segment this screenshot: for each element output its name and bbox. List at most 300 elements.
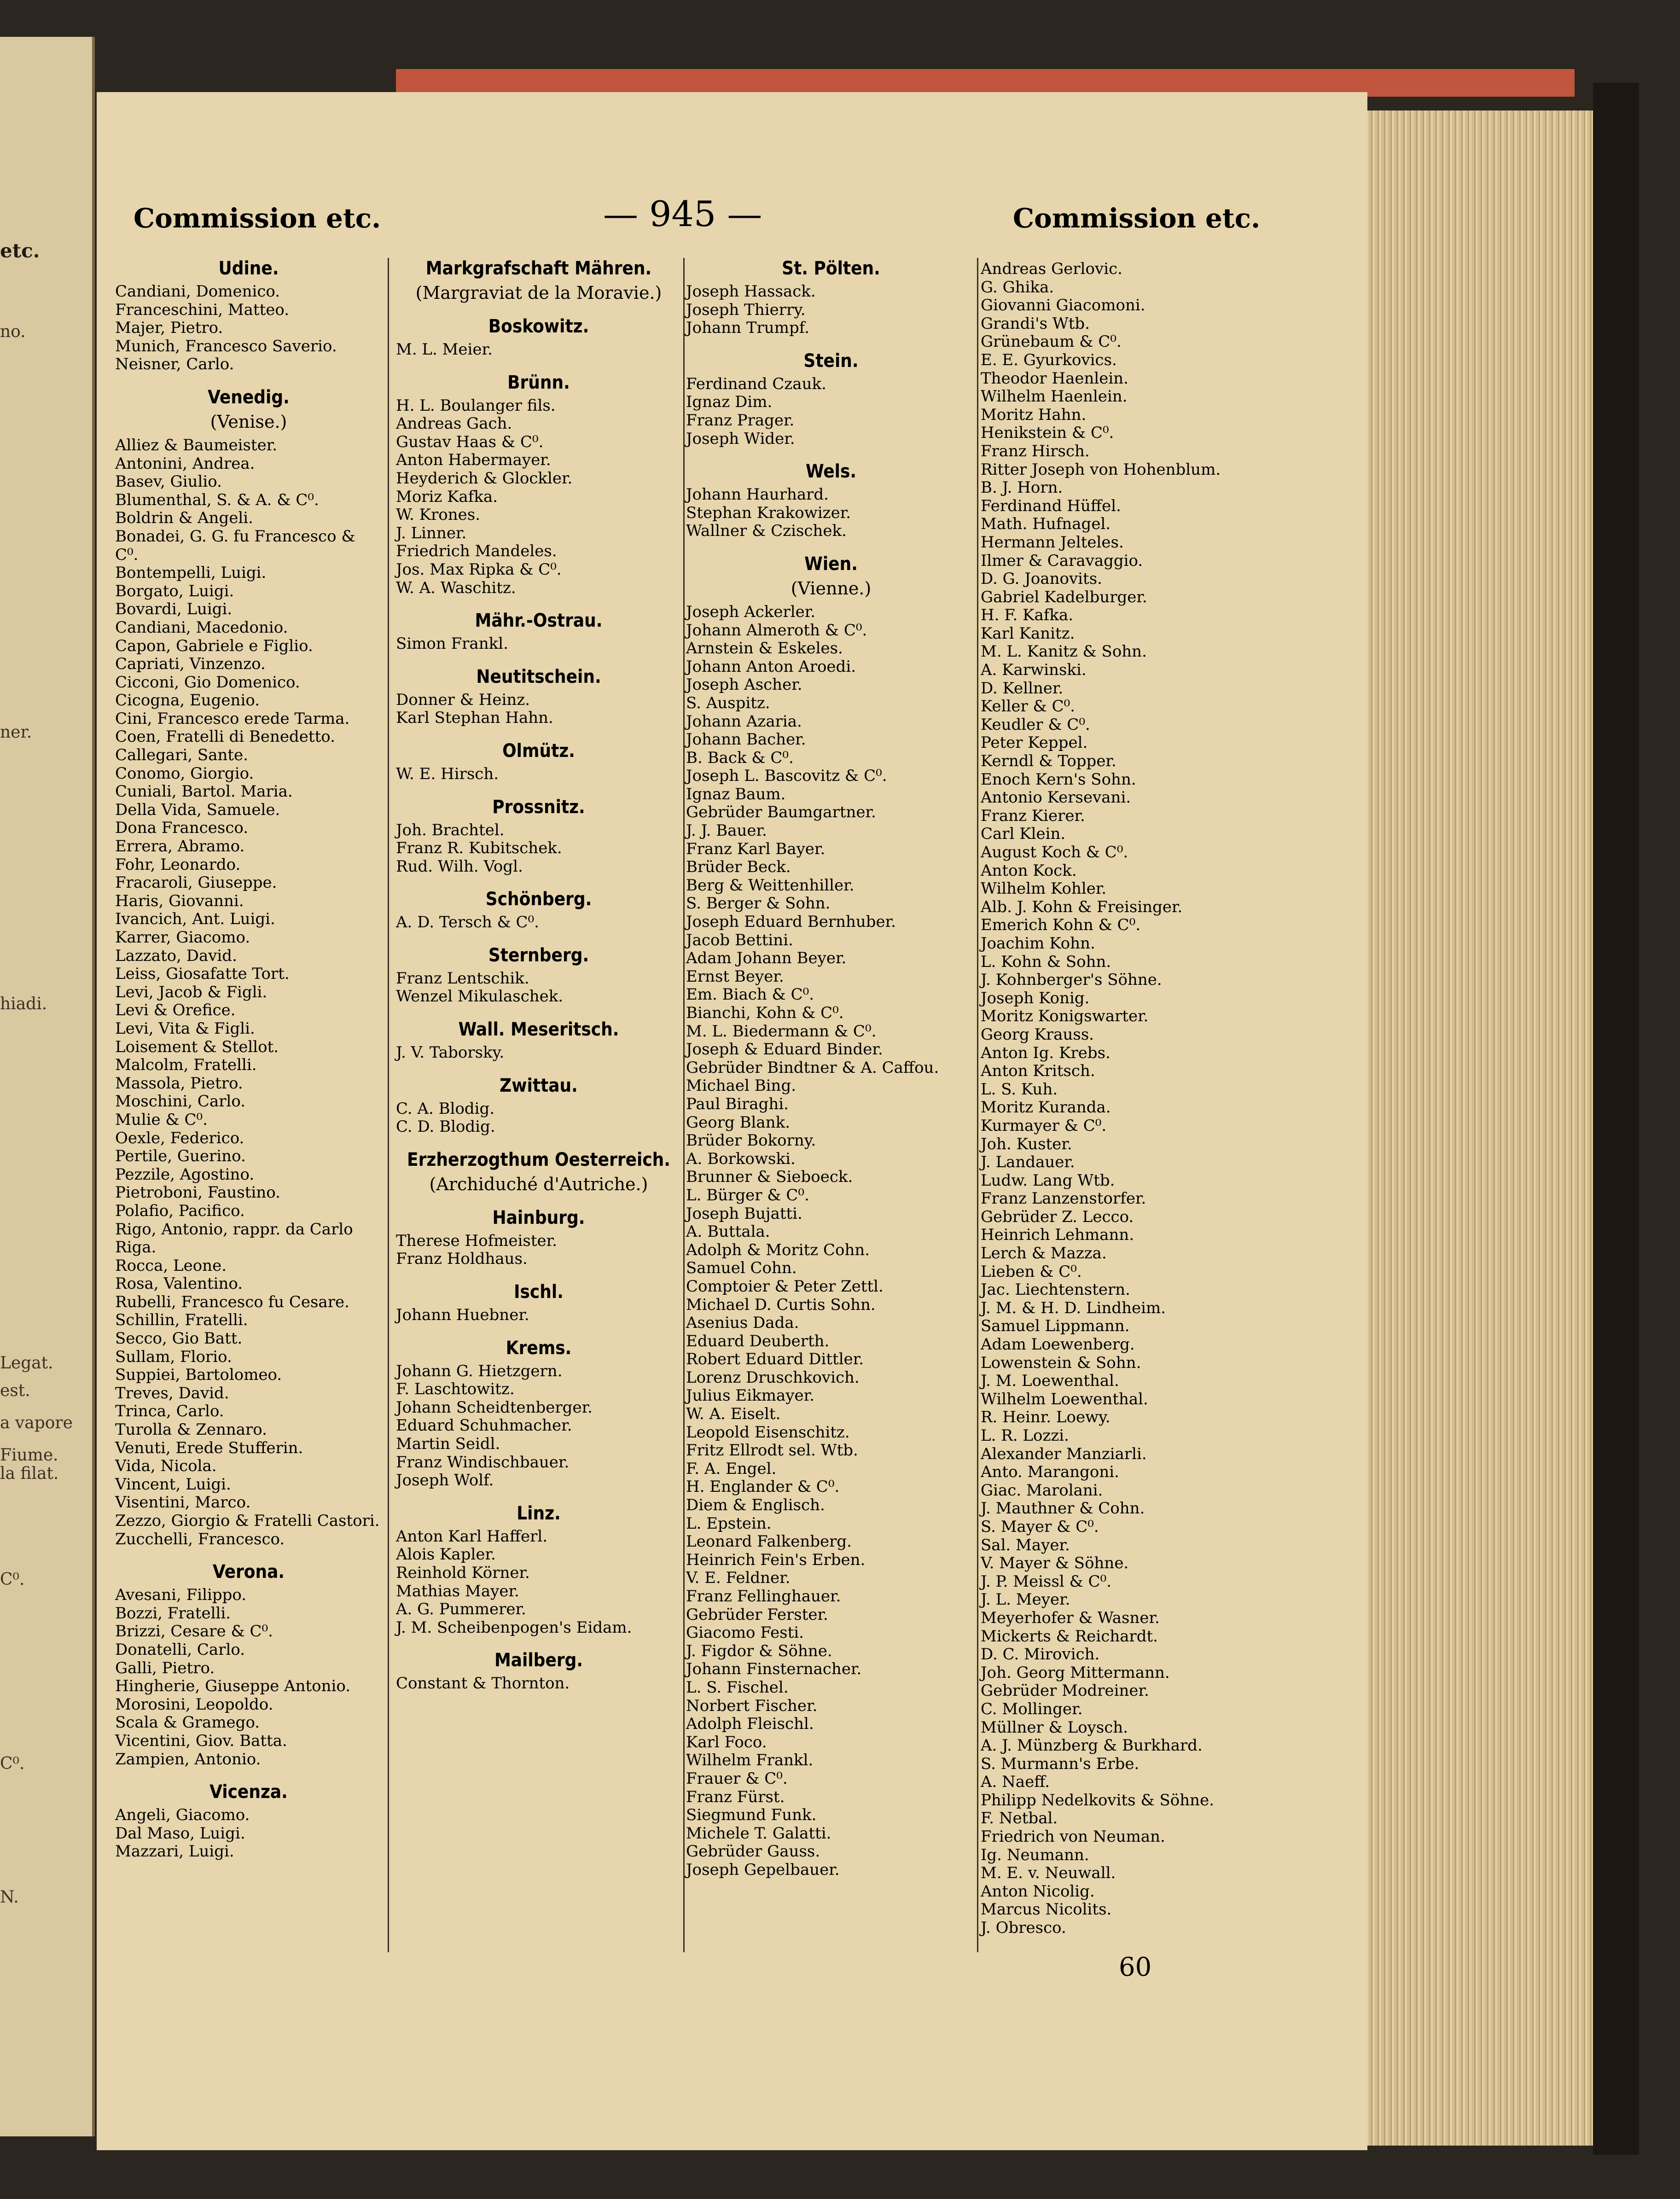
directory-entry: Majer, Pietro. (115, 319, 223, 337)
section-heading: Krems. (506, 1337, 572, 1359)
directory-entry: Fracaroli, Giuseppe. (115, 873, 277, 892)
directory-entry: L. S. Fischel. (686, 1678, 789, 1697)
directory-entry: Bozzi, Fratelli. (115, 1604, 231, 1623)
directory-entry: Andreas Gerlovic. (981, 260, 1122, 278)
directory-entry: Bontempelli, Luigi. (115, 564, 267, 582)
column-rule (683, 258, 685, 1952)
directory-entry: Rocca, Leone. (115, 1256, 227, 1275)
directory-entry: Müllner & Loysch. (981, 1718, 1128, 1737)
directory-entry: Mathias Mayer. (396, 1582, 519, 1600)
directory-entry: Adam Johann Beyer. (686, 949, 847, 968)
directory-entry: Johann Bacher. (686, 730, 806, 749)
directory-entry: Johann Azaria. (686, 712, 802, 731)
directory-entry: Giovanni Giacomoni. (981, 296, 1145, 315)
directory-entry: Giac. Marolani. (981, 1481, 1103, 1500)
section-heading: Hainburg. (492, 1207, 585, 1228)
directory-entry: Joh. Brachtel. (396, 820, 505, 839)
directory-entry: Scala & Gramego. (115, 1713, 260, 1732)
directory-entry: Michele T. Galatti. (686, 1824, 831, 1843)
directory-entry: Franz Lanzenstorfer. (981, 1189, 1146, 1208)
directory-entry: G. Ghika. (981, 278, 1054, 297)
directory-entry: J. Obresco. (981, 1919, 1066, 1937)
section-heading: Venedig. (208, 386, 290, 408)
directory-entry: L. R. Lozzi. (981, 1426, 1069, 1445)
directory-entry: Ig. Neumann. (981, 1845, 1089, 1864)
directory-entry: Boldrin & Angeli. (115, 509, 253, 528)
directory-entry: Franz Fellinghauer. (686, 1587, 841, 1606)
directory-entry: Keudler & C⁰. (981, 715, 1090, 734)
directory-entry: V. Mayer & Söhne. (981, 1554, 1129, 1573)
directory-entry: Lerch & Mazza. (981, 1244, 1107, 1263)
directory-entry: Kerndl & Topper. (981, 752, 1116, 771)
directory-entry: Julius Eikmayer. (686, 1386, 814, 1405)
directory-entry: Conomo, Giorgio. (115, 764, 254, 783)
directory-entry: J. V. Taborsky. (396, 1043, 505, 1062)
section-heading: St. Pölten. (782, 258, 880, 279)
directory-entry: Anton Karl Hafferl. (396, 1527, 548, 1546)
directory-entry: Theodor Haenlein. (981, 369, 1128, 388)
directory-entry: L. S. Kuh. (981, 1080, 1058, 1099)
directory-entry: A. Buttala. (686, 1222, 770, 1241)
directory-entry: Anton Kock. (981, 861, 1077, 880)
directory-entry: Cini, Francesco erede Tarma. (115, 709, 350, 728)
directory-entry: F. Laschtowitz. (396, 1380, 515, 1399)
directory-entry: Joh. Kuster. (981, 1134, 1072, 1153)
directory-entry: Diem & Englisch. (686, 1496, 825, 1515)
directory-entry: Wenzel Mikulaschek. (396, 987, 564, 1006)
directory-entry: Robert Eduard Dittler. (686, 1350, 864, 1369)
column-2 (396, 258, 681, 1693)
directory-entry: Ignaz Baum. (686, 785, 786, 803)
directory-entry: Joseph Hassack. (686, 282, 816, 301)
left-page-text-fragment: hiadi. (0, 995, 47, 1013)
directory-entry: Jac. Liechtenstern. (981, 1280, 1130, 1299)
directory-entry: D. Kellner. (981, 679, 1064, 698)
directory-entry: M. L. Meier. (396, 340, 493, 359)
directory-entry: Peter Keppel. (981, 733, 1088, 752)
directory-entry: Enoch Kern's Sohn. (981, 770, 1136, 789)
directory-entry: Moschini, Carlo. (115, 1092, 246, 1111)
directory-entry: W. A. Eiselt. (686, 1405, 781, 1424)
directory-entry: Martin Seidl. (396, 1435, 500, 1453)
directory-entry: Joseph Wider. (686, 429, 795, 448)
directory-entry: F. Netbal. (981, 1809, 1058, 1828)
directory-entry: Georg Blank. (686, 1113, 791, 1132)
directory-entry: Moritz Hahn. (981, 405, 1087, 424)
directory-entry: Bonadei, G. G. fu Francesco & C⁰. (115, 527, 355, 564)
directory-entry: Franz Kierer. (981, 806, 1085, 825)
section-heading: Mähr.-Ostrau. (475, 610, 603, 632)
directory-entry: Della Vida, Samuele. (115, 800, 280, 819)
directory-entry: Franz Holdhaus. (396, 1250, 528, 1268)
directory-entry: Lazzato, David. (115, 946, 237, 965)
running-header-right: Commission etc. (1013, 203, 1261, 234)
directory-entry: Adam Loewenberg. (981, 1335, 1135, 1354)
directory-entry: Mazzari, Luigi. (115, 1842, 234, 1861)
directory-entry: Rud. Wilh. Vogl. (396, 857, 523, 876)
book-spine (1593, 83, 1639, 2155)
directory-entry: Suppiei, Bartolomeo. (115, 1366, 282, 1385)
directory-entry: Alois Kapler. (396, 1545, 496, 1564)
left-page-text-fragment: a vapore (0, 1414, 73, 1432)
left-page-text-fragment: C⁰. (0, 1754, 25, 1773)
column-4 (981, 260, 1257, 1937)
left-page-text-fragment: est. (0, 1381, 30, 1400)
directory-entry: S. Murmann's Erbe. (981, 1754, 1139, 1773)
directory-entry: Meyerhofer & Wasner. (981, 1608, 1160, 1627)
directory-entry: Johann Finsternacher. (686, 1660, 862, 1679)
directory-entry: Dal Maso, Luigi. (115, 1824, 245, 1843)
directory-entry: Leopold Eisenschitz. (686, 1423, 850, 1442)
directory-entry: Johann Trumpf. (686, 319, 809, 337)
directory-entry: C. Mollinger. (981, 1699, 1083, 1718)
directory-entry: Heyderich & Glockler. (396, 469, 573, 488)
directory-entry: Therese Hofmeister. (396, 1231, 557, 1250)
directory-entry: Gebrüder Ferster. (686, 1605, 828, 1624)
directory-entry: Jos. Max Ripka & C⁰. (396, 560, 562, 579)
directory-entry: C. D. Blodig. (396, 1117, 495, 1136)
directory-entry: Antonio Kersevani. (981, 788, 1131, 807)
directory-entry: Pezzile, Agostino. (115, 1165, 255, 1184)
directory-entry: Paul Biraghi. (686, 1094, 789, 1113)
signature-mark: 60 (1119, 1952, 1152, 1982)
directory-entry: A. Karwinski. (981, 661, 1087, 680)
column-rule (388, 258, 389, 1952)
directory-entry: Wilhelm Frankl. (686, 1751, 814, 1770)
directory-entry: Malcolm, Fratelli. (115, 1056, 257, 1075)
directory-entry: Anton Ig. Krebs. (981, 1043, 1110, 1062)
left-page-text-fragment: Fiume. (0, 1446, 58, 1465)
directory-entry: Errera, Abramo. (115, 837, 245, 856)
directory-entry: Wilhelm Loewenthal. (981, 1390, 1148, 1408)
directory-entry: Frauer & C⁰. (686, 1769, 788, 1788)
directory-entry: Michael D. Curtis Sohn. (686, 1295, 876, 1314)
directory-entry: Giacomo Festi. (686, 1623, 804, 1642)
section-heading: Erzherzogthum Oesterreich. (407, 1149, 670, 1170)
directory-entry: W. E. Hirsch. (396, 764, 499, 783)
directory-entry: B. J. Horn. (981, 478, 1063, 497)
section-heading: Ischl. (514, 1281, 564, 1303)
directory-entry: Neisner, Carlo. (115, 355, 234, 374)
directory-entry: B. Back & C⁰. (686, 748, 794, 767)
directory-entry: Gebrüder Z. Lecco. (981, 1207, 1134, 1226)
directory-entry: Brüder Bokorny. (686, 1131, 816, 1150)
section-heading: Wall. Meseritsch. (458, 1019, 619, 1041)
directory-entry: Schillin, Fratelli. (115, 1311, 248, 1330)
directory-entry: M. E. v. Neuwall. (981, 1864, 1116, 1883)
directory-entry: M. L. Kanitz & Sohn. (981, 642, 1147, 661)
directory-entry: Anton Kritsch. (981, 1062, 1095, 1081)
directory-entry: Wallner & Czischek. (686, 522, 847, 541)
directory-entry: H. F. Kafka. (981, 606, 1074, 625)
directory-entry: J. J. Bauer. (686, 821, 767, 840)
section-heading: Prossnitz. (492, 796, 585, 818)
directory-entry: A. D. Tersch & C⁰. (396, 913, 539, 932)
directory-entry: Andreas Gach. (396, 414, 512, 433)
directory-entry: S. Mayer & C⁰. (981, 1517, 1099, 1536)
directory-entry: Comptoier & Peter Zettl. (686, 1277, 884, 1296)
directory-entry: Vincent, Luigi. (115, 1475, 231, 1494)
directory-entry: Heinrich Fein's Erben. (686, 1550, 866, 1569)
directory-entry: L. Epstein. (686, 1514, 772, 1533)
directory-entry: Oexle, Federico. (115, 1129, 244, 1147)
directory-entry: Johann Scheidtenberger. (396, 1398, 593, 1417)
directory-entry: Ernst Beyer. (686, 967, 784, 986)
directory-entry: Leiss, Giosafatte Tort. (115, 965, 290, 983)
directory-entry: Treves, David. (115, 1384, 229, 1402)
directory-entry: Lorenz Druschkovich. (686, 1368, 860, 1387)
directory-entry: D. C. Mirovich. (981, 1645, 1100, 1664)
directory-entry: Levi & Orefice. (115, 1001, 236, 1020)
directory-entry: Rosa, Valentino. (115, 1274, 243, 1293)
directory-entry: R. Heinr. Loewy. (981, 1408, 1110, 1427)
directory-entry: Gebrüder Modreiner. (981, 1681, 1149, 1700)
section-heading: Schönberg. (485, 889, 592, 910)
directory-entry: Adolph Fleischl. (686, 1715, 814, 1734)
section-heading: Olmütz. (502, 740, 575, 762)
directory-entry: Borgato, Luigi. (115, 582, 234, 600)
page-number: — 945 — (603, 193, 762, 234)
section-heading: Wels. (805, 461, 857, 483)
directory-entry: Munich, Francesco Saverio. (115, 337, 337, 355)
directory-entry: Grünebaum & C⁰. (981, 332, 1122, 351)
directory-entry: A. Borkowski. (686, 1149, 796, 1168)
directory-entry: J. M. & H. D. Lindheim. (981, 1298, 1166, 1317)
section-subtitle: (Vienne.) (791, 578, 872, 599)
directory-entry: L. Kohn & Sohn. (981, 952, 1111, 971)
directory-entry: Cicconi, Gio Domenico. (115, 673, 300, 692)
section-heading: Markgrafschaft Mähren. (425, 258, 652, 279)
directory-entry: Friedrich Mandeles. (396, 542, 557, 561)
section-heading: Linz. (517, 1502, 561, 1524)
directory-entry: Lowenstein & Sohn. (981, 1353, 1141, 1372)
directory-entry: Adolph & Moritz Cohn. (686, 1240, 870, 1259)
directory-entry: Joseph Ackerler. (686, 602, 816, 621)
directory-entry: Cicogna, Eugenio. (115, 691, 260, 710)
directory-entry: Joseph Konig. (981, 989, 1090, 1007)
directory-entry: Karrer, Giacomo. (115, 928, 250, 947)
directory-entry: Johann Huebner. (396, 1306, 529, 1325)
directory-entry: Berg & Weittenhiller. (686, 876, 855, 895)
section-heading: Neutitschein. (476, 666, 601, 687)
directory-entry: Moritz Kuranda. (981, 1098, 1111, 1117)
directory-entry: Kurmayer & C⁰. (981, 1116, 1107, 1135)
column-1 (115, 258, 382, 1861)
left-page-text-fragment: ner. (0, 723, 32, 742)
directory-entry: Joseph Gepelbauer. (686, 1860, 840, 1879)
directory-entry: J. Mauthner & Cohn. (981, 1499, 1145, 1518)
directory-entry: Anton Habermayer. (396, 451, 551, 470)
directory-entry: Ivancich, Ant. Luigi. (115, 910, 275, 929)
directory-entry: Ritter Joseph von Hohenblum. (981, 460, 1221, 479)
section-subtitle: (Margraviat de la Moravie.) (415, 283, 662, 303)
directory-entry: J. Figdor & Söhne. (686, 1641, 832, 1660)
directory-entry: Joachim Kohn. (981, 934, 1095, 953)
left-page-text-fragment: la filat. (0, 1464, 59, 1483)
left-page-text-fragment: Legat. (0, 1354, 53, 1373)
directory-entry: Mickerts & Reichardt. (981, 1627, 1158, 1646)
directory-entry: Friedrich von Neuman. (981, 1827, 1165, 1846)
directory-entry: J. Landauer. (981, 1153, 1075, 1172)
left-page-text-fragment: no. (0, 322, 26, 341)
directory-entry: Basev, Giulio. (115, 472, 222, 491)
directory-entry: Reinhold Körner. (396, 1563, 530, 1582)
left-page-edge (0, 37, 95, 2136)
directory-entry: August Koch & C⁰. (981, 843, 1128, 861)
page-stack-edges (1349, 111, 1607, 2146)
directory-entry: Keller & C⁰. (981, 697, 1075, 716)
directory-entry: Gebrüder Gauss. (686, 1842, 820, 1861)
directory-entry: Johann Anton Aroedi. (686, 657, 856, 676)
directory-entry: C. A. Blodig. (396, 1099, 495, 1118)
directory-entry: Moritz Konigswarter. (981, 1007, 1149, 1026)
directory-entry: Heinrich Lehmann. (981, 1226, 1134, 1245)
directory-entry: H. Englander & C⁰. (686, 1478, 840, 1496)
directory-entry: Blumenthal, S. & A. & C⁰. (115, 490, 319, 509)
directory-entry: Em. Biach & C⁰. (686, 985, 814, 1004)
section-heading: Brünn. (507, 372, 570, 393)
section-heading: Mailberg. (494, 1650, 583, 1671)
directory-entry: Ferdinand Czauk. (686, 374, 826, 393)
directory-entry: Trinca, Carlo. (115, 1402, 224, 1421)
directory-entry: Franz Fürst. (686, 1787, 785, 1806)
section-heading: Stein. (803, 350, 859, 372)
directory-entry: Moriz Kafka. (396, 487, 498, 506)
directory-entry: S. Berger & Sohn. (686, 894, 831, 913)
directory-entry: A. G. Pummerer. (396, 1600, 526, 1619)
directory-entry: Polafio, Pacifico. (115, 1201, 245, 1220)
directory-entry: Coen, Fratelli di Benedetto. (115, 727, 335, 746)
directory-entry: Joseph L. Bascovitz & C⁰. (686, 767, 887, 785)
directory-entry: Avesani, Filippo. (115, 1586, 247, 1605)
directory-entry: Donatelli, Carlo. (115, 1640, 245, 1659)
section-subtitle: (Venise.) (210, 411, 287, 432)
directory-entry: Antonini, Andrea. (115, 454, 255, 473)
section-heading: Wien. (804, 553, 858, 575)
directory-entry: Karl Foco. (686, 1733, 767, 1751)
directory-entry: Joh. Georg Mittermann. (981, 1663, 1170, 1682)
directory-entry: Anto. Marangoni. (981, 1463, 1119, 1482)
directory-entry: Carl Klein. (981, 825, 1066, 844)
directory-entry: Ludw. Lang Wtb. (981, 1171, 1115, 1190)
left-page-header-fragment: etc. (0, 239, 40, 262)
column-rule (977, 258, 978, 1952)
directory-entry: Lieben & C⁰. (981, 1262, 1082, 1281)
directory-entry: Pertile, Guerino. (115, 1147, 246, 1166)
directory-entry: Bovardi, Luigi. (115, 600, 233, 619)
directory-entry: Arnstein & Eskeles. (686, 639, 843, 658)
directory-entry: Dona Francesco. (115, 819, 249, 838)
directory-entry: J. L. Meyer. (981, 1590, 1070, 1609)
directory-entry: Gustav Haas & C⁰. (396, 432, 544, 451)
directory-entry: Fritz Ellrodt sel. Wtb. (686, 1441, 858, 1460)
directory-entry: Karl Kanitz. (981, 624, 1075, 643)
directory-entry: Karl Stephan Hahn. (396, 709, 553, 727)
directory-entry: Zucchelli, Francesco. (115, 1530, 285, 1548)
directory-entry: Donner & Heinz. (396, 690, 530, 709)
directory-entry: Alliez & Baumeister. (115, 436, 278, 454)
section-heading: Verona. (212, 1561, 285, 1583)
directory-entry: Mulie & C⁰. (115, 1110, 208, 1129)
directory-entry: Wilhelm Haenlein. (981, 387, 1128, 406)
directory-entry: Philipp Nedelkovits & Söhne. (981, 1791, 1214, 1809)
directory-entry: Asenius Dada. (686, 1314, 799, 1332)
directory-entry: Turolla & Zennaro. (115, 1420, 267, 1439)
directory-entry: Joseph Bujatti. (686, 1204, 802, 1223)
section-heading: Vicenza. (209, 1781, 288, 1803)
directory-entry: Pietroboni, Faustino. (115, 1183, 280, 1202)
directory-entry: L. Bürger & C⁰. (686, 1186, 809, 1204)
directory-entry: Johann Haurhard. (686, 485, 829, 504)
directory-entry: Callegari, Sante. (115, 746, 248, 765)
directory-entry: J. Kohnberger's Söhne. (981, 971, 1162, 989)
directory-entry: Alb. J. Kohn & Freisinger. (981, 897, 1183, 916)
directory-entry: E. E. Gyurkovics. (981, 350, 1117, 369)
directory-entry: M. L. Biedermann & C⁰. (686, 1022, 877, 1041)
section-heading: Boskowitz. (488, 316, 589, 337)
directory-entry: Ferdinand Hüffel. (981, 496, 1121, 515)
directory-entry: Samuel Lippmann. (981, 1317, 1130, 1336)
directory-entry: Massola, Pietro. (115, 1074, 243, 1093)
directory-entry: Capriati, Vinzenzo. (115, 655, 266, 674)
section-subtitle: (Archiduché d'Autriche.) (429, 1174, 648, 1194)
directory-entry: Anton Nicolig. (981, 1882, 1095, 1901)
directory-entry: Rubelli, Francesco fu Cesare. (115, 1292, 349, 1311)
directory-entry: Levi, Jacob & Figli. (115, 983, 267, 1001)
directory-entry: Secco, Gio Batt. (115, 1329, 243, 1348)
directory-entry: Eduard Schuhmacher. (396, 1416, 572, 1435)
directory-entry: Johann G. Hietzgern. (396, 1361, 563, 1380)
section-heading: Sternberg. (488, 944, 589, 966)
directory-entry: A. Naeff. (981, 1773, 1050, 1792)
directory-entry: Candiani, Domenico. (115, 282, 280, 301)
directory-entry: Georg Krauss. (981, 1025, 1094, 1044)
directory-entry: Capon, Gabriele e Figlio. (115, 636, 313, 655)
directory-entry: Eduard Deuberth. (686, 1332, 830, 1350)
directory-entry: Brunner & Sieboeck. (686, 1168, 853, 1187)
directory-entry: Vicentini, Giov. Batta. (115, 1731, 287, 1750)
directory-entry: Brüder Beck. (686, 858, 791, 877)
directory-entry: Rigo, Antonio, rappr. da Carlo Riga. (115, 1220, 353, 1257)
directory-entry: Zampien, Antonio. (115, 1750, 261, 1769)
directory-entry: V. E. Feldner. (686, 1569, 791, 1588)
directory-entry: Johann Almeroth & C⁰. (686, 621, 867, 640)
directory-entry: S. Auspitz. (686, 693, 770, 712)
directory-entry: Hermann Jelteles. (981, 533, 1124, 552)
directory-entry: Vida, Nicola. (115, 1457, 217, 1476)
directory-entry: Gebrüder Baumgartner. (686, 803, 876, 822)
section-heading: Udine. (218, 258, 279, 279)
directory-entry: H. L. Boulanger fils. (396, 396, 556, 415)
directory-entry: W. A. Waschitz. (396, 578, 516, 597)
directory-entry: Jacob Bettini. (686, 931, 793, 949)
directory-entry: Norbert Fischer. (686, 1696, 818, 1715)
directory-entry: Wilhelm Kohler. (981, 879, 1107, 898)
directory-entry: Joseph Ascher. (686, 675, 802, 694)
directory-entry: W. Krones. (396, 506, 481, 524)
directory-entry: Cuniali, Bartol. Maria. (115, 782, 293, 801)
directory-entry: Joseph Wolf. (396, 1471, 494, 1490)
directory-entry: Franz Karl Bayer. (686, 839, 825, 858)
directory-entry: D. G. Joanovits. (981, 570, 1102, 588)
column-3 (686, 258, 976, 1879)
directory-entry: J. M. Scheibenpogen's Eidam. (396, 1618, 632, 1637)
running-header-left: Commission etc. (134, 203, 381, 234)
directory-entry: A. J. Münzberg & Burkhard. (981, 1736, 1203, 1755)
directory-entry: Franz R. Kubitschek. (396, 839, 562, 858)
directory-entry: Joseph & Eduard Binder. (686, 1040, 883, 1059)
directory-entry: Gabriel Kadelburger. (981, 588, 1147, 606)
